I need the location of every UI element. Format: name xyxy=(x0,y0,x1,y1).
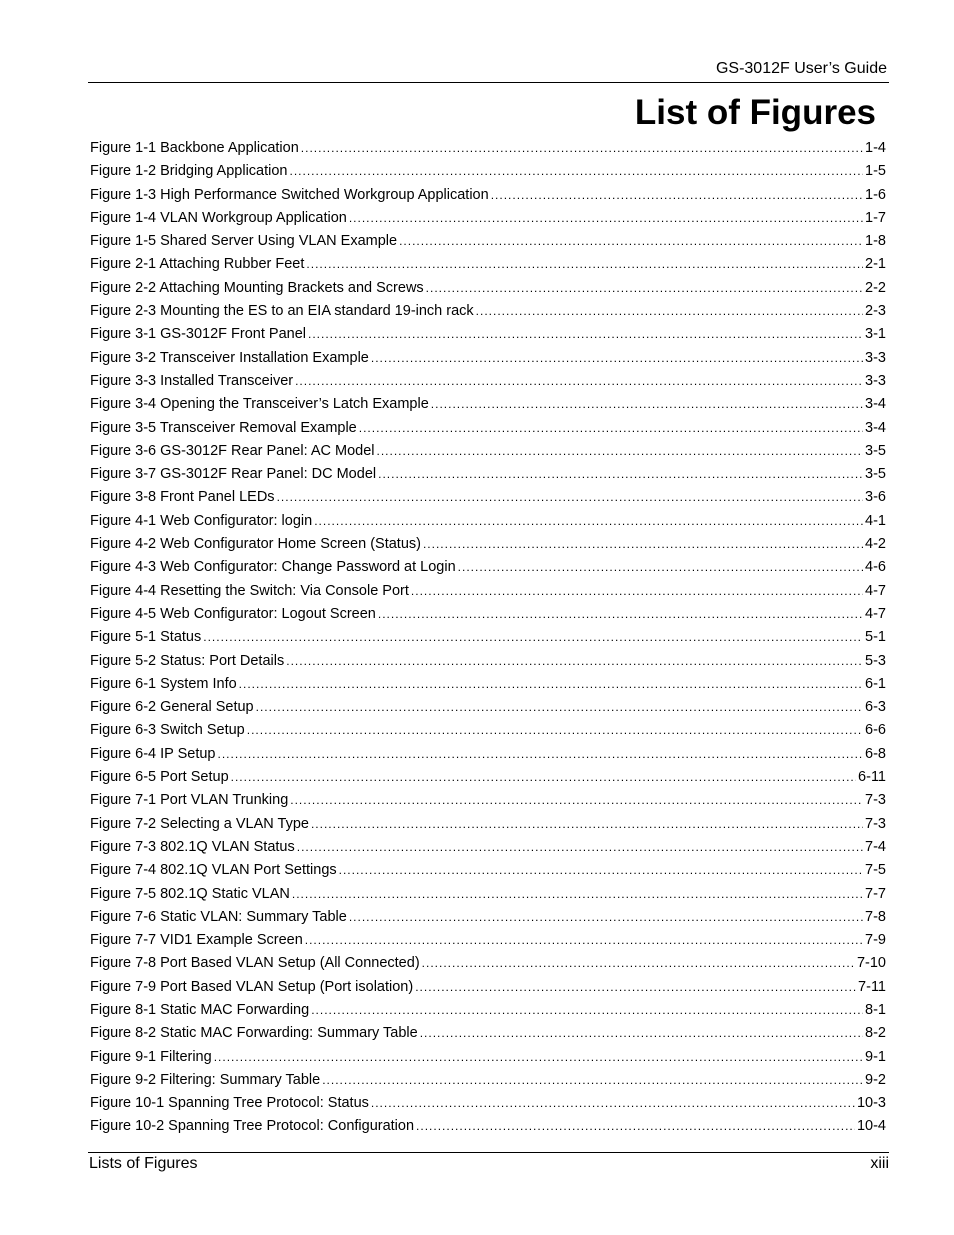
figure-list-entry[interactable] xyxy=(90,536,886,559)
dot-leader xyxy=(292,887,863,901)
page-title: List of Figures xyxy=(634,93,876,132)
figure-list xyxy=(90,140,886,1142)
figure-list-entry[interactable] xyxy=(90,862,886,885)
figure-entry-page-number: 1-4 xyxy=(865,140,886,156)
dot-leader xyxy=(289,164,863,178)
figure-entry-page-number: 6-6 xyxy=(865,722,886,739)
figure-entry-label: Figure 4-5 Web Configurator: Logout Screen xyxy=(90,605,376,622)
figure-entry-label: Figure 3-7 GS-3012F Rear Panel: DC Model xyxy=(90,466,377,483)
figure-entry-label: Figure 5-1 Status xyxy=(90,629,202,646)
figure-list-entry[interactable] xyxy=(90,1095,886,1118)
dot-leader xyxy=(256,700,863,714)
dot-leader xyxy=(431,397,863,411)
figure-list-entry[interactable] xyxy=(90,653,886,676)
page-header xyxy=(88,58,889,83)
figure-entry-label: Figure 8-1 Static MAC Forwarding xyxy=(90,1001,310,1018)
figure-list-entry[interactable] xyxy=(90,1002,886,1025)
figure-entry-label: Figure 1-4 VLAN Workgroup Application xyxy=(90,209,347,226)
figure-list-entry[interactable] xyxy=(90,1072,886,1095)
figure-entry-page-number: 3-5 xyxy=(865,442,886,459)
dot-leader xyxy=(399,234,863,248)
figure-list-entry[interactable] xyxy=(90,280,886,303)
figure-list-entry[interactable] xyxy=(90,676,886,699)
dot-leader xyxy=(371,351,863,365)
dot-leader xyxy=(378,467,863,481)
dot-leader xyxy=(378,607,863,621)
figure-entry-label: Figure 6-5 Port Setup xyxy=(90,769,229,786)
figure-entry-label: Figure 7-2 Selecting a VLAN Type xyxy=(90,815,309,832)
figure-list-entry[interactable] xyxy=(90,466,886,489)
figure-entry-page-number: 8-2 xyxy=(865,1025,886,1042)
page-footer xyxy=(88,1152,889,1177)
dot-leader xyxy=(314,514,863,528)
dot-leader xyxy=(415,980,856,994)
dot-leader xyxy=(231,770,856,784)
dot-leader xyxy=(286,654,863,668)
figure-list-entry[interactable] xyxy=(90,443,886,466)
figure-entry-page-number: 4-2 xyxy=(865,536,886,553)
figure-list-entry[interactable] xyxy=(90,559,886,582)
figure-list-entry[interactable] xyxy=(90,816,886,839)
figure-entry-page-number: 8-1 xyxy=(865,1001,886,1018)
figure-list-entry[interactable] xyxy=(90,326,886,349)
figure-list-entry[interactable] xyxy=(90,187,886,210)
figure-entry-label: Figure 2-1 Attaching Rubber Feet xyxy=(90,256,305,273)
figure-list-entry[interactable] xyxy=(90,1118,886,1141)
dot-leader xyxy=(371,1096,855,1110)
figure-entry-label: Figure 7-6 Static VLAN: Summary Table xyxy=(90,908,347,925)
figure-entry-page-number: 7-11 xyxy=(858,978,886,995)
figure-entry-page-number: 4-7 xyxy=(865,582,886,599)
figure-entry-page-number: 3-1 xyxy=(865,326,886,343)
figure-entry-page-number: 4-6 xyxy=(865,559,886,576)
figure-entry-label: Figure 5-2 Status: Port Details xyxy=(90,652,285,669)
figure-list-entry[interactable] xyxy=(90,839,886,862)
figure-entry-page-number: 6-3 xyxy=(865,699,886,716)
figure-list-entry[interactable] xyxy=(90,909,886,932)
figure-list-entry[interactable] xyxy=(90,932,886,955)
figure-entry-page-number: 5-1 xyxy=(865,629,886,646)
figure-entry-page-number: 5-3 xyxy=(865,652,886,669)
dot-leader xyxy=(203,630,863,644)
figure-entry-label: Figure 7-3 802.1Q VLAN Status xyxy=(90,838,295,855)
figure-entry-label: Figure 4-3 Web Configurator: Change Password at Login xyxy=(90,559,456,576)
figure-entry-label: Figure 4-4 Resetting the Switch: Via Console Port xyxy=(90,582,409,599)
dot-leader xyxy=(239,677,863,691)
figure-entry-label: Figure 1-5 Shared Server Using VLAN Example xyxy=(90,233,398,250)
figure-list-entry[interactable] xyxy=(90,373,886,396)
dot-leader xyxy=(322,1073,863,1087)
dot-leader xyxy=(426,281,863,295)
figure-entry-page-number: 3-4 xyxy=(865,419,886,436)
figure-entry-label: Figure 3-5 Transceiver Removal Example xyxy=(90,419,357,436)
dot-leader xyxy=(416,1119,855,1133)
figure-entry-page-number: 1-8 xyxy=(865,233,886,250)
dot-leader xyxy=(491,188,863,202)
dot-leader xyxy=(377,444,864,458)
figure-entry-page-number: 6-1 xyxy=(865,675,886,692)
dot-leader xyxy=(476,304,863,318)
figure-entry-page-number: 10-3 xyxy=(856,1095,886,1112)
figure-list-entry[interactable] xyxy=(90,955,886,978)
figure-entry-label: Figure 1-1 Backbone Application xyxy=(90,140,299,156)
figure-entry-label: Figure 10-1 Spanning Tree Protocol: Status xyxy=(90,1095,369,1112)
figure-entry-page-number: 7-10 xyxy=(856,955,886,972)
footer-page-number: xiii xyxy=(870,1155,889,1172)
dot-leader xyxy=(339,863,863,877)
dot-leader xyxy=(290,793,863,807)
figure-entry-label: Figure 1-3 High Performance Switched Workgroup Application xyxy=(90,186,489,203)
figure-entry-label: Figure 4-2 Web Configurator Home Screen (Status) xyxy=(90,536,421,553)
dot-leader xyxy=(422,956,855,970)
figure-entry-label: Figure 9-1 Filtering xyxy=(90,1048,212,1065)
figure-entry-label: Figure 6-4 IP Setup xyxy=(90,745,216,762)
figure-entry-label: Figure 3-2 Transceiver Installation Example xyxy=(90,349,369,366)
figure-entry-page-number: 7-3 xyxy=(865,792,886,809)
dot-leader xyxy=(311,1003,863,1017)
figure-list-entry[interactable] xyxy=(90,233,886,256)
figure-list-entry[interactable] xyxy=(90,350,886,373)
figure-entry-label: Figure 6-2 General Setup xyxy=(90,699,254,716)
figure-entry-label: Figure 3-6 GS-3012F Rear Panel: AC Model xyxy=(90,442,375,459)
figure-entry-page-number: 7-4 xyxy=(865,838,886,855)
figure-list-entry[interactable] xyxy=(90,583,886,606)
dot-leader xyxy=(247,723,863,737)
figure-entry-label: Figure 3-4 Opening the Transceiver’s Latch Example xyxy=(90,396,429,413)
figure-entry-page-number: 7-5 xyxy=(865,862,886,879)
guide-title: GS-3012F User’s Guide xyxy=(715,60,887,77)
dot-leader xyxy=(311,817,863,831)
figure-list-entry[interactable] xyxy=(90,746,886,769)
figure-list-entry[interactable] xyxy=(90,792,886,815)
figure-entry-label: Figure 7-5 802.1Q Static VLAN xyxy=(90,885,290,902)
figure-entry-page-number: 7-8 xyxy=(865,908,886,925)
dot-leader xyxy=(308,327,863,341)
figure-entry-label: Figure 3-3 Installed Transceiver xyxy=(90,372,294,389)
figure-list-entry[interactable] xyxy=(90,722,886,745)
figure-entry-page-number: 1-5 xyxy=(865,163,886,180)
figure-list-entry[interactable] xyxy=(90,629,886,652)
figure-entry-page-number: 2-3 xyxy=(865,303,886,320)
figure-entry-page-number: 6-11 xyxy=(858,769,886,786)
figure-list-entry[interactable] xyxy=(90,396,886,419)
figure-entry-label: Figure 7-4 802.1Q VLAN Port Settings xyxy=(90,862,337,879)
figure-entry-page-number: 6-8 xyxy=(865,745,886,762)
figure-entry-page-number: 9-1 xyxy=(865,1048,886,1065)
figure-list-entry[interactable] xyxy=(90,1049,886,1072)
figure-list-entry[interactable] xyxy=(90,886,886,909)
figure-list-entry[interactable] xyxy=(90,513,886,536)
figure-entry-page-number: 3-5 xyxy=(865,466,886,483)
figure-list-entry[interactable] xyxy=(90,979,886,1002)
dot-leader xyxy=(349,910,863,924)
figure-entry-label: Figure 8-2 Static MAC Forwarding: Summary Table xyxy=(90,1025,418,1042)
figure-entry-page-number: 2-2 xyxy=(865,279,886,296)
figure-entry-page-number: 1-7 xyxy=(865,209,886,226)
figure-list-entry[interactable] xyxy=(90,303,886,326)
figure-list-entry[interactable] xyxy=(90,163,886,186)
figure-entry-page-number: 7-9 xyxy=(865,932,886,949)
dot-leader xyxy=(277,490,863,504)
figure-list-entry[interactable] xyxy=(90,699,886,722)
figure-entry-page-number: 7-7 xyxy=(865,885,886,902)
figure-list-entry[interactable] xyxy=(90,1025,886,1048)
figure-list-entry[interactable] xyxy=(90,256,886,279)
figure-entry-label: Figure 7-1 Port VLAN Trunking xyxy=(90,792,289,809)
figure-entry-label: Figure 7-9 Port Based VLAN Setup (Port isolation) xyxy=(90,978,414,995)
figure-entry-label: Figure 2-3 Mounting the ES to an EIA standard 19-inch rack xyxy=(90,303,474,320)
figure-entry-page-number: 2-1 xyxy=(865,256,886,273)
figure-list-entry[interactable] xyxy=(90,769,886,792)
figure-entry-label: Figure 7-8 Port Based VLAN Setup (All Connected) xyxy=(90,955,420,972)
figure-list-entry[interactable] xyxy=(90,489,886,512)
dot-leader xyxy=(305,933,863,947)
figure-list-entry[interactable] xyxy=(90,140,886,163)
figure-entry-page-number: 4-7 xyxy=(865,605,886,622)
dot-leader xyxy=(297,840,863,854)
figure-entry-label: Figure 3-8 Front Panel LEDs xyxy=(90,489,275,506)
figure-list-entry[interactable] xyxy=(90,210,886,233)
figure-entry-page-number: 3-4 xyxy=(865,396,886,413)
figure-entry-page-number: 3-6 xyxy=(865,489,886,506)
figure-entry-page-number: 7-3 xyxy=(865,815,886,832)
dot-leader xyxy=(301,141,863,155)
figure-entry-label: Figure 1-2 Bridging Application xyxy=(90,163,288,180)
figure-entry-label: Figure 7-7 VID1 Example Screen xyxy=(90,932,303,949)
figure-entry-page-number: 3-3 xyxy=(865,349,886,366)
footer-section-title: Lists of Figures xyxy=(89,1155,198,1172)
figure-entry-page-number: 10-4 xyxy=(856,1118,886,1135)
dot-leader xyxy=(217,747,863,761)
dot-leader xyxy=(423,537,863,551)
figure-entry-label: Figure 6-3 Switch Setup xyxy=(90,722,245,739)
figure-entry-label: Figure 3-1 GS-3012F Front Panel xyxy=(90,326,306,343)
dot-leader xyxy=(458,560,863,574)
figure-entry-label: Figure 10-2 Spanning Tree Protocol: Configuration xyxy=(90,1118,415,1135)
figure-entry-label: Figure 9-2 Filtering: Summary Table xyxy=(90,1071,321,1088)
figure-list-entry[interactable] xyxy=(90,420,886,443)
dot-leader xyxy=(420,1026,863,1040)
figure-entry-label: Figure 4-1 Web Configurator: login xyxy=(90,512,313,529)
dot-leader xyxy=(306,257,863,271)
figure-list-entry[interactable] xyxy=(90,606,886,629)
figure-entry-label: Figure 2-2 Attaching Mounting Brackets and Screws xyxy=(90,279,424,296)
figure-entry-page-number: 4-1 xyxy=(865,512,886,529)
figure-entry-page-number: 3-3 xyxy=(865,372,886,389)
dot-leader xyxy=(349,211,863,225)
dot-leader xyxy=(295,374,863,388)
dot-leader xyxy=(411,584,863,598)
figure-entry-page-number: 1-6 xyxy=(865,186,886,203)
figure-entry-page-number: 9-2 xyxy=(865,1071,886,1088)
figure-entry-label: Figure 6-1 System Info xyxy=(90,675,237,692)
dot-leader xyxy=(214,1050,863,1064)
dot-leader xyxy=(359,421,863,435)
